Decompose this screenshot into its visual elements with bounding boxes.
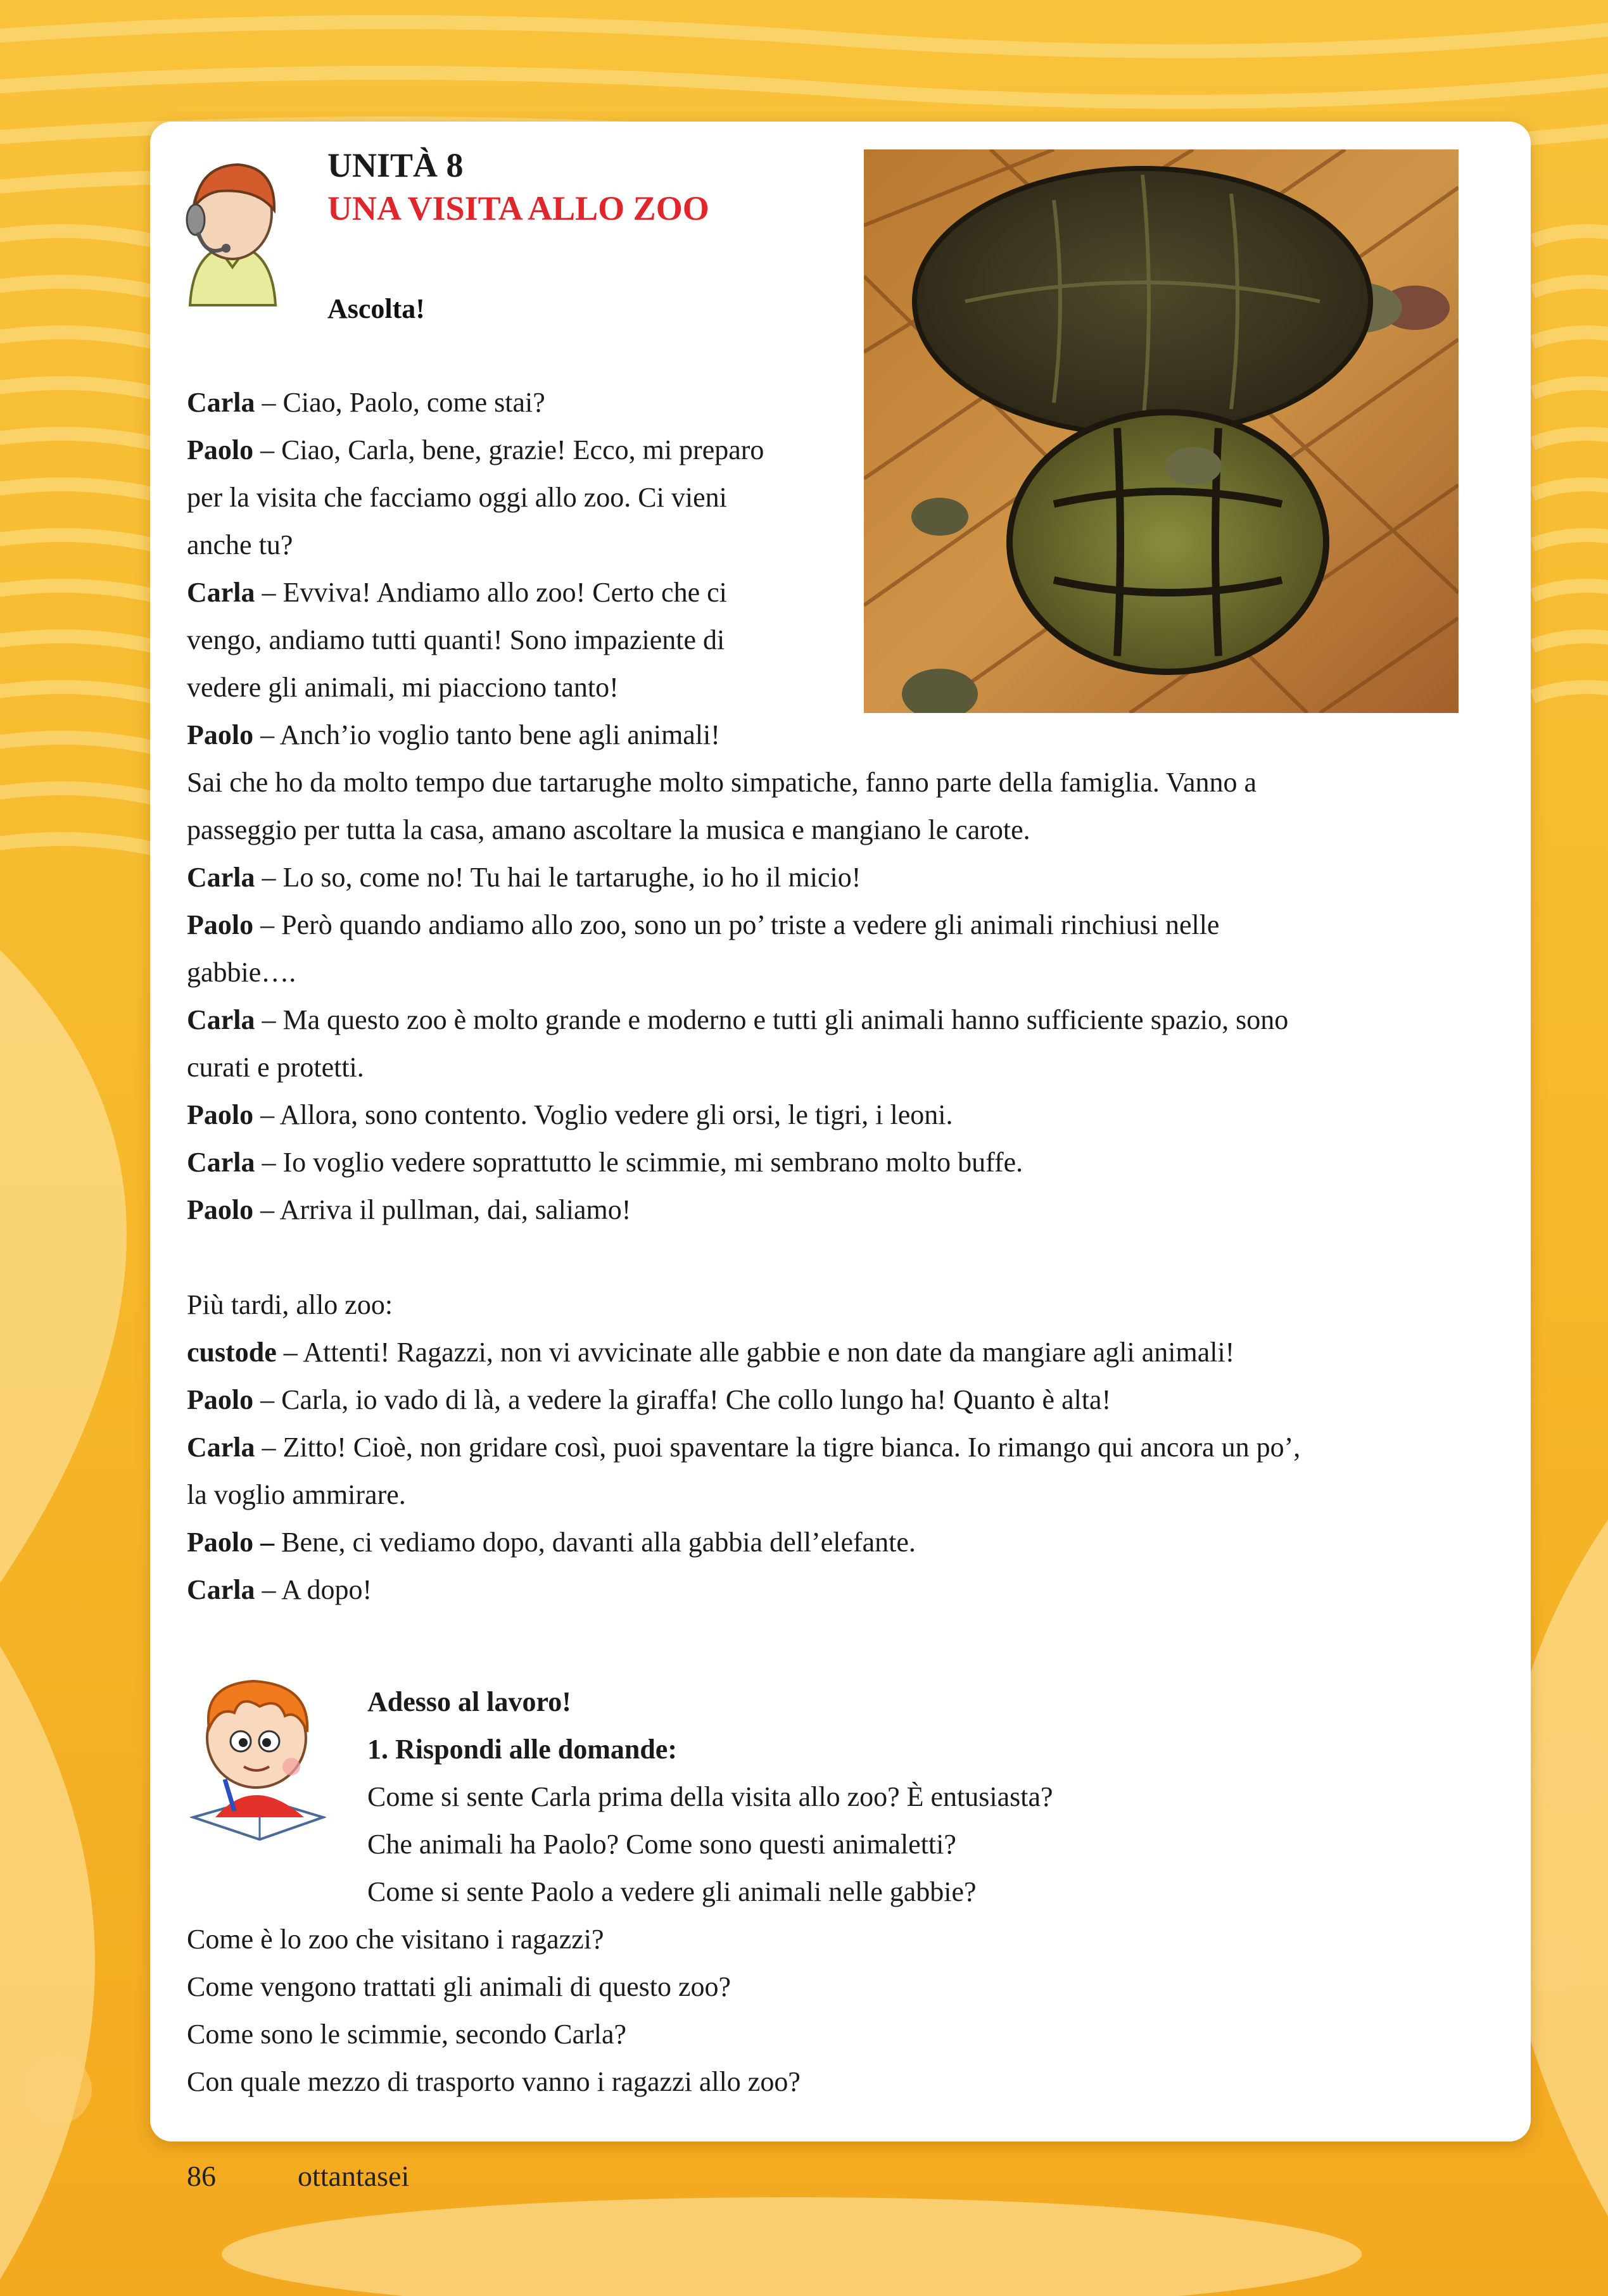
dialogue-text-segment: – Arriva il pullman, dai, saliamo! [253, 1194, 631, 1225]
question-line: Come vengono trattati gli animali di questo zoo? [187, 1971, 731, 2002]
dialogue-line [187, 806, 1466, 854]
dialogue-line [187, 1139, 1466, 1186]
speaker-name: Carla [187, 387, 255, 418]
dialogue-line [187, 1044, 1466, 1091]
question-line: Come è lo zoo che visitano i ragazzi? [187, 1924, 604, 1955]
dialogue-text-segment: – Anch’io voglio tanto bene agli animali! [253, 719, 720, 750]
dialogue-line [187, 1566, 1466, 1613]
dialogue-text-segment: – Attenti! Ragazzi, non vi avvicinate alle gabbie e non date da mangiare agli animali! [276, 1337, 1235, 1368]
speaker-name: Paolo [187, 1099, 254, 1130]
listen-instruction: Ascolta! [327, 293, 425, 324]
dialogue-text-segment: – A dopo! [255, 1574, 372, 1605]
dialogue-line [187, 759, 1466, 806]
dialogue-text-segment: – Lo so, come no! Tu hai le tartarughe, io ho il micio! [255, 862, 861, 893]
dialogue-line [187, 996, 1466, 1044]
dialogue-line [187, 1091, 1466, 1139]
dialogue-text-segment: – Ciao, Paolo, come stai? [255, 387, 545, 418]
dialogue-line [187, 1186, 1466, 1233]
dialogue-text-segment: Sai che ho da molto tempo due tartarughe molto simpatiche, fanno parte della famiglia. Vanno a [187, 767, 1257, 798]
headset-boy-icon [180, 153, 285, 312]
dialogue-line [187, 569, 1466, 616]
dialogue-line [187, 474, 1466, 521]
dialogue-text [187, 379, 1466, 1613]
speaker-name: Paolo [187, 434, 254, 465]
dialogue-text-segment: Bene, ci vediamo dopo, davanti alla gabbia dell’elefante. [274, 1527, 916, 1558]
unit-title: UNA VISITA ALLO ZOO [327, 189, 709, 227]
dialogue-text-segment: curati e protetti. [187, 1052, 364, 1083]
speaker-name: custode [187, 1337, 277, 1368]
dialogue-text-segment: vengo, andiamo tutti quanti! Sono impaziente di [187, 624, 725, 655]
dialogue-text-segment: – Ciao, Carla, bene, grazie! Ecco, mi preparo [253, 434, 764, 465]
dialogue-line [187, 426, 1466, 474]
dialogue-text-segment: – Io voglio vedere soprattutto le scimmie, mi sembrano molto buffe. [255, 1147, 1023, 1178]
question-line: Come sono le scimmie, secondo Carla? [187, 2019, 627, 2050]
dialogue-line [187, 1376, 1466, 1423]
question-line: Che animali ha Paolo? Come sono questi animaletti? [367, 1829, 956, 1860]
dialogue-line [187, 1471, 1466, 1518]
dialogue-line [187, 854, 1466, 901]
dialogue-text-segment: anche tu? [187, 529, 293, 560]
dialogue-text-segment: – Ma questo zoo è molto grande e moderno e tutti gli animali hanno sufficiente spazio, sono [255, 1004, 1289, 1035]
dialogue-line [187, 1281, 1466, 1328]
dialogue-line [187, 1328, 1466, 1376]
speaker-name: Paolo [187, 1194, 254, 1225]
dialogue-text-segment: – Zitto! Cioè, non gridare così, puoi spaventare la tigre bianca. Io rimango qui ancora un po’, [255, 1432, 1301, 1463]
exercise-task: 1. Rispondi alle domande: [367, 1734, 677, 1765]
dialogue-text-segment: – Però quando andiamo allo zoo, sono un po’ triste a vedere gli animali rinchiusi nelle [253, 909, 1220, 940]
dialogue-line [187, 1423, 1466, 1471]
dialogue-text-segment: Più tardi, allo zoo: [187, 1289, 393, 1320]
speaker-name: Paolo [187, 719, 254, 750]
speaker-name: Carla [187, 1004, 255, 1035]
speaker-name: Carla [187, 862, 255, 893]
dialogue-line [187, 711, 1466, 759]
question-line: Con quale mezzo di trasporto vanno i ragazzi allo zoo? [187, 2066, 801, 2097]
dialogue-text-segment: per la visita che facciamo oggi allo zoo. Ci vieni [187, 482, 727, 513]
writing-boy-icon [190, 1672, 326, 1843]
speaker-name: Paolo [187, 1384, 254, 1415]
dialogue-text-segment: – Carla, io vado di là, a vedere la giraffa! Che collo lungo ha! Quanto è alta! [253, 1384, 1111, 1415]
dialogue-text-segment: passeggio per tutta la casa, amano ascoltare la musica e mangiano le carote. [187, 814, 1030, 845]
speaker-name: Paolo – [187, 1527, 275, 1558]
dialogue-line [187, 949, 1466, 996]
dialogue-text-segment: la voglio ammirare. [187, 1479, 406, 1510]
dialogue-line [187, 901, 1466, 949]
dialogue-line [187, 616, 1466, 664]
speaker-name: Paolo [187, 909, 254, 940]
dialogue-line [187, 379, 1466, 426]
page-word: ottantasei [298, 2160, 410, 2192]
dialogue-line [187, 664, 1466, 711]
exercise-block [367, 1678, 1053, 1915]
questions-indented [367, 1773, 1053, 1915]
dialogue-line [187, 521, 1466, 569]
dialogue-text-segment: gabbie…. [187, 957, 296, 988]
dialogue-text-segment: vedere gli animali, mi piacciono tanto! [187, 672, 619, 703]
exercise-heading: Adesso al lavoro! [367, 1686, 571, 1717]
question-line: Come si sente Paolo a vedere gli animali nelle gabbie? [367, 1876, 977, 1907]
question-line: Come si sente Carla prima della visita allo zoo? È entusiasta? [367, 1781, 1053, 1812]
dialogue-text-segment: – Allora, sono contento. Voglio vedere gli orsi, le tigri, i leoni. [253, 1099, 953, 1130]
dialogue-line [187, 1518, 1466, 1566]
speaker-name: Carla [187, 1574, 255, 1605]
speaker-name: Carla [187, 1147, 255, 1178]
speaker-name: Carla [187, 1432, 255, 1463]
dialogue-text-segment: – Evviva! Andiamo allo zoo! Certo che ci [255, 577, 727, 608]
dialogue-line [187, 1233, 1466, 1281]
page-number: 86 [187, 2160, 216, 2192]
questions-full [187, 1915, 1466, 2105]
unit-label: UNITÀ 8 [327, 146, 464, 184]
speaker-name: Carla [187, 577, 255, 608]
